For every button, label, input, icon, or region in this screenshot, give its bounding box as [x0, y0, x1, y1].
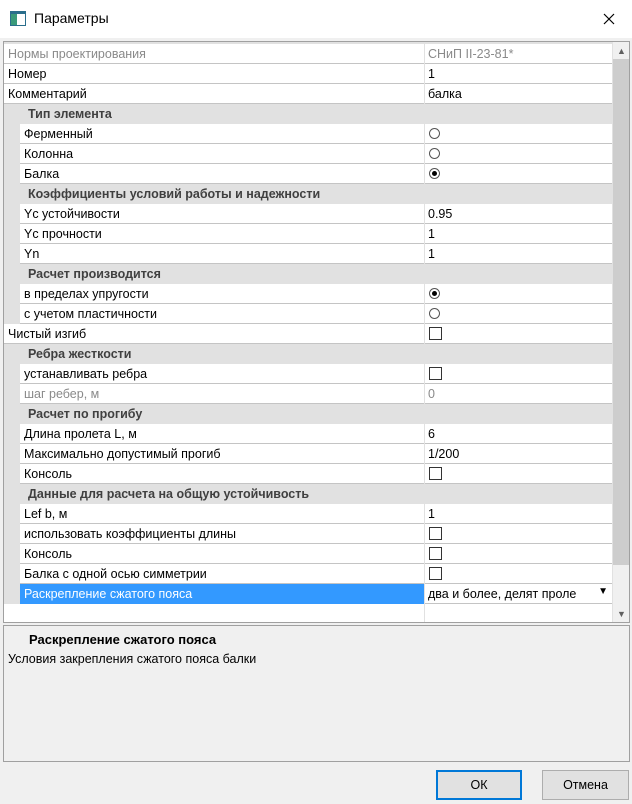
- scroll-thumb[interactable]: [613, 59, 630, 565]
- property-value: [425, 324, 612, 344]
- description-text: Условия закрепления сжатого пояса балки: [8, 652, 257, 666]
- property-row[interactable]: [4, 324, 612, 344]
- property-value: [425, 304, 612, 324]
- property-value[interactable]: 6: [425, 424, 612, 444]
- category-label: Ребра жесткости: [28, 347, 132, 361]
- description-title: Раскрепление сжатого пояса: [29, 632, 217, 647]
- property-value: [425, 144, 612, 164]
- description-panel: [3, 625, 630, 762]
- category-row[interactable]: [4, 104, 612, 124]
- dropdown-value: два и более, делят проле: [428, 587, 577, 601]
- checkbox[interactable]: [429, 567, 442, 580]
- ok-button[interactable]: ОК: [436, 770, 522, 800]
- radio-button[interactable]: [429, 148, 440, 159]
- property-name: Длина пролета L, м: [20, 424, 424, 444]
- category-label: Расчет производится: [28, 267, 161, 281]
- radio-button[interactable]: [429, 168, 440, 179]
- property-row[interactable]: [4, 504, 612, 524]
- property-value: [425, 464, 612, 484]
- dropdown-arrow-icon[interactable]: ▼: [598, 586, 608, 597]
- window-title: Параметры: [34, 10, 109, 26]
- property-name: Yn: [20, 244, 424, 264]
- property-name: Lef b, м: [20, 504, 424, 524]
- property-name: устанавливать ребра: [20, 364, 424, 384]
- property-name: [4, 604, 424, 623]
- property-row[interactable]: [4, 444, 612, 464]
- category-row[interactable]: [4, 344, 612, 364]
- property-name: Yc прочности: [20, 224, 424, 244]
- radio-button[interactable]: [429, 288, 440, 299]
- property-row[interactable]: [4, 204, 612, 224]
- property-name: Раскрепление сжатого пояса: [20, 584, 424, 604]
- property-name: Номер: [4, 64, 424, 84]
- property-grid: [3, 41, 630, 623]
- category-row[interactable]: [4, 264, 612, 284]
- property-name: Балка: [20, 164, 424, 184]
- property-name: с учетом пластичности: [20, 304, 424, 324]
- category-row[interactable]: [4, 184, 612, 204]
- property-row[interactable]: [4, 224, 612, 244]
- checkbox[interactable]: [429, 467, 442, 480]
- property-name: Yc устойчивости: [20, 204, 424, 224]
- property-row[interactable]: [4, 384, 612, 404]
- empty-row: [4, 604, 612, 623]
- property-row[interactable]: [4, 304, 612, 324]
- property-name: использовать коэффициенты длины: [20, 524, 424, 544]
- category-row[interactable]: [4, 484, 612, 504]
- property-name: Нормы проектирования: [4, 44, 424, 64]
- property-row[interactable]: [4, 124, 612, 144]
- property-row[interactable]: [4, 364, 612, 384]
- property-row[interactable]: [4, 564, 612, 584]
- property-name: Колонна: [20, 144, 424, 164]
- property-value: [425, 124, 612, 144]
- property-name: Ферменный: [20, 124, 424, 144]
- property-row[interactable]: [4, 544, 612, 564]
- scroll-up-arrow-icon[interactable]: ▲: [617, 45, 626, 56]
- property-value[interactable]: 0.95: [425, 204, 612, 224]
- radio-button[interactable]: [429, 128, 440, 139]
- property-row[interactable]: [4, 164, 612, 184]
- property-value: [425, 564, 612, 584]
- property-value: СНиП II-23-81*: [425, 44, 612, 64]
- app-window-icon: [10, 11, 26, 26]
- property-value[interactable]: 1: [425, 504, 612, 524]
- checkbox[interactable]: [429, 527, 442, 540]
- category-label: Расчет по прогибу: [28, 407, 143, 421]
- scroll-down-arrow-icon[interactable]: ▼: [617, 608, 626, 619]
- property-row[interactable]: [4, 584, 612, 604]
- category-label: Коэффициенты условий работы и надежности: [28, 187, 321, 201]
- property-row[interactable]: [4, 64, 612, 84]
- category-row[interactable]: [4, 404, 612, 424]
- checkbox[interactable]: [429, 327, 442, 340]
- property-name: Комментарий: [4, 84, 424, 104]
- vertical-scrollbar[interactable]: [613, 42, 630, 622]
- property-name: Чистый изгиб: [4, 324, 424, 344]
- property-value[interactable]: 1: [425, 244, 612, 264]
- property-value[interactable]: 1/200: [425, 444, 612, 464]
- category-label: Данные для расчета на общую устойчивость: [28, 487, 310, 501]
- title-bar: [0, 0, 632, 38]
- property-value[interactable]: 1: [425, 64, 612, 84]
- property-row[interactable]: [4, 284, 612, 304]
- property-name: Консоль: [20, 464, 424, 484]
- property-value: [425, 544, 612, 564]
- property-value: 0: [425, 384, 612, 404]
- property-name: Консоль: [20, 544, 424, 564]
- cancel-button[interactable]: Отмена: [542, 770, 629, 800]
- radio-button[interactable]: [429, 308, 440, 319]
- property-value: [425, 604, 612, 623]
- checkbox[interactable]: [429, 547, 442, 560]
- property-value: [425, 164, 612, 184]
- property-name: шаг ребер, м: [20, 384, 424, 404]
- property-value[interactable]: балка: [425, 84, 612, 104]
- close-icon: [603, 13, 615, 25]
- property-value: [425, 284, 612, 304]
- property-value: [425, 524, 612, 544]
- property-name: Балка с одной осью симметрии: [20, 564, 424, 584]
- category-label: Тип элемента: [28, 107, 112, 121]
- property-row[interactable]: [4, 244, 612, 264]
- property-row[interactable]: [4, 424, 612, 444]
- property-row[interactable]: [4, 84, 612, 104]
- property-value[interactable]: 1: [425, 224, 612, 244]
- property-row[interactable]: [4, 144, 612, 164]
- property-dropdown[interactable]: [425, 584, 612, 604]
- property-name: Максимально допустимый прогиб: [20, 444, 424, 464]
- property-row[interactable]: [4, 44, 612, 64]
- close-button[interactable]: [586, 0, 632, 38]
- property-row[interactable]: [4, 524, 612, 544]
- property-name: в пределах упругости: [20, 284, 424, 304]
- checkbox[interactable]: [429, 367, 442, 380]
- property-value: [425, 364, 612, 384]
- property-row[interactable]: [4, 464, 612, 484]
